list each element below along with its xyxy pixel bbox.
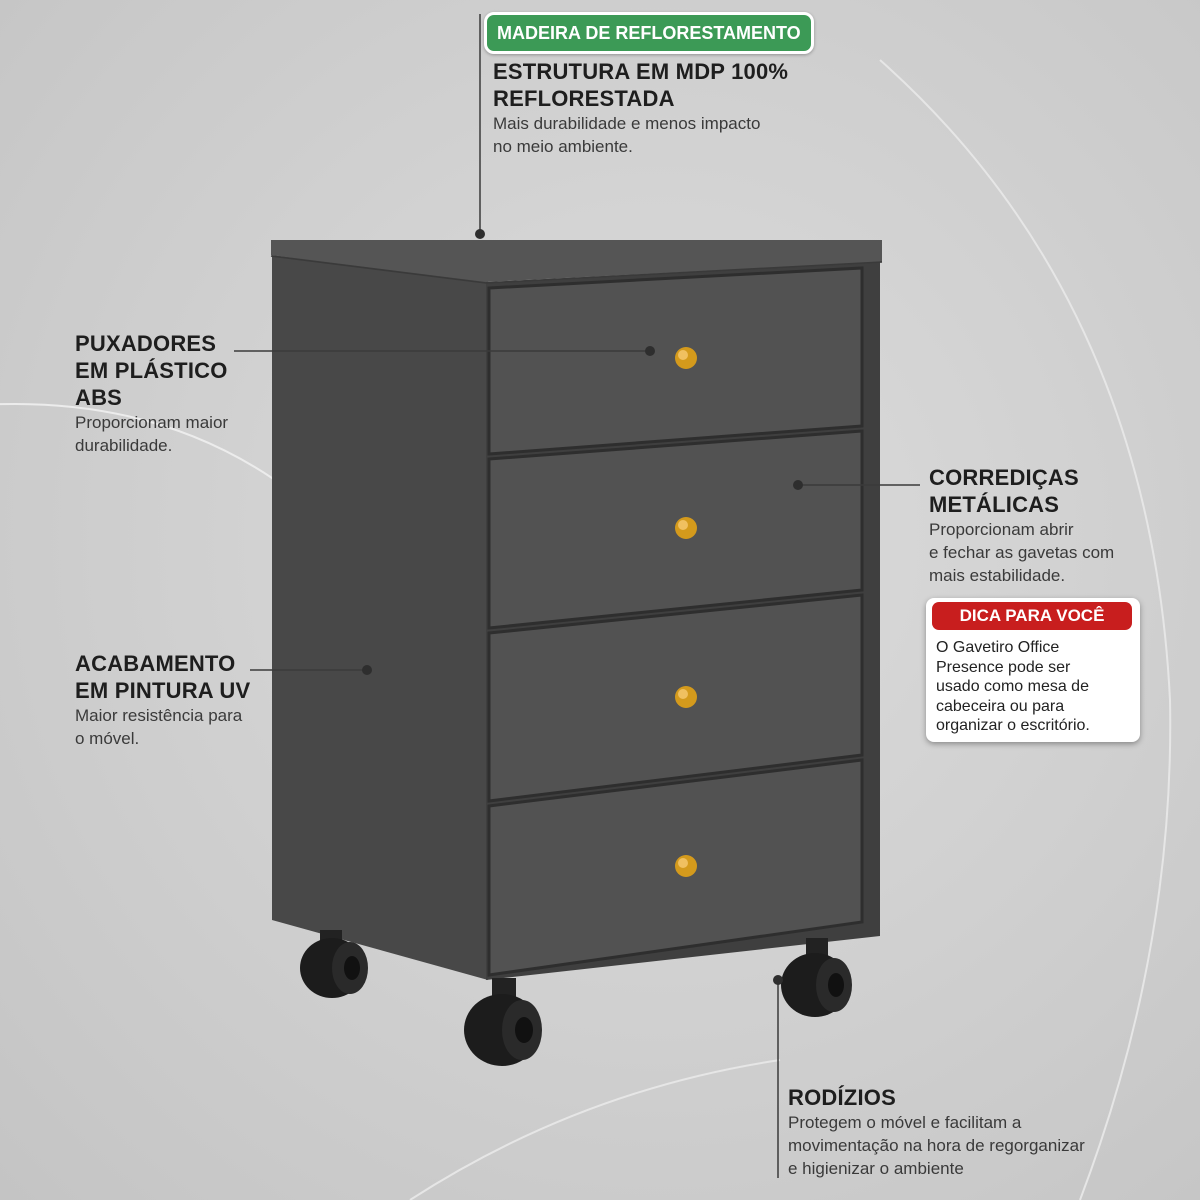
feature-finish-title-2: EM PINTURA UV xyxy=(75,678,251,703)
feature-structure-desc-2: no meio ambiente. xyxy=(493,137,633,156)
feature-finish-desc-2: o móvel. xyxy=(75,729,140,748)
feature-slides-desc-1: Proporcionam abrir xyxy=(929,520,1074,539)
feature-handles-title-1: PUXADORES xyxy=(75,331,217,356)
feature-slides xyxy=(929,464,1179,587)
caster-back-right xyxy=(781,938,852,1017)
feature-structure-desc-1: Mais durabilidade e menos impacto xyxy=(493,114,761,133)
drawer-knob-3 xyxy=(675,686,697,708)
tip-text xyxy=(936,638,1136,736)
feature-structure-title-2: REFLORESTADA xyxy=(493,86,675,111)
feature-slides-title-1: CORREDIÇAS xyxy=(929,465,1079,490)
reforestation-badge: MADEIRA DE REFLORESTAMENTO xyxy=(484,12,814,54)
tip-line-3: usado como mesa de xyxy=(936,678,1089,695)
cabinet-side-panel xyxy=(272,255,488,980)
feature-casters-desc-1: Protegem o móvel e facilitam a xyxy=(788,1113,1022,1132)
tip-line-4: cabeceira ou para xyxy=(936,697,1065,715)
feature-handles xyxy=(75,330,275,457)
feature-structure xyxy=(493,58,823,158)
drawer-knob-2 xyxy=(675,517,697,539)
feature-handles-title-3: ABS xyxy=(75,385,123,410)
feature-finish-desc-1: Maior resistência para xyxy=(75,706,243,725)
drawer-knob-1 xyxy=(675,347,697,369)
feature-casters-desc-2: movimentação na hora de regorganizar xyxy=(788,1136,1085,1155)
feature-structure-title-1: ESTRUTURA EM MDP 100% xyxy=(493,59,789,84)
tip-line-5: organizar o escritório. xyxy=(936,717,1090,734)
feature-finish-title-1: ACABAMENTO xyxy=(75,651,236,676)
feature-casters xyxy=(788,1084,1188,1180)
feature-handles-desc-2: durabilidade. xyxy=(75,436,173,455)
feature-handles-desc-1: Proporcionam maior xyxy=(75,413,229,432)
feature-casters-desc-3: e higienizar o ambiente xyxy=(788,1159,964,1178)
feature-casters-title: RODÍZIOS xyxy=(788,1085,896,1110)
feature-finish xyxy=(75,650,285,750)
feature-slides-desc-3: mais estabilidade. xyxy=(929,566,1066,585)
tip-line-1: O Gavetiro Office xyxy=(936,639,1060,656)
feature-slides-desc-2: e fechar as gavetas com xyxy=(929,543,1115,562)
tip-line-2: Presence pode ser xyxy=(936,658,1071,676)
tip-card xyxy=(926,598,1140,742)
feature-handles-title-2: EM PLÁSTICO xyxy=(75,358,228,383)
tip-badge: DICA PARA VOCÊ xyxy=(932,602,1132,630)
feature-slides-title-2: METÁLICAS xyxy=(929,492,1060,517)
drawer-knob-4 xyxy=(675,855,697,877)
caster-front-left xyxy=(464,978,542,1066)
